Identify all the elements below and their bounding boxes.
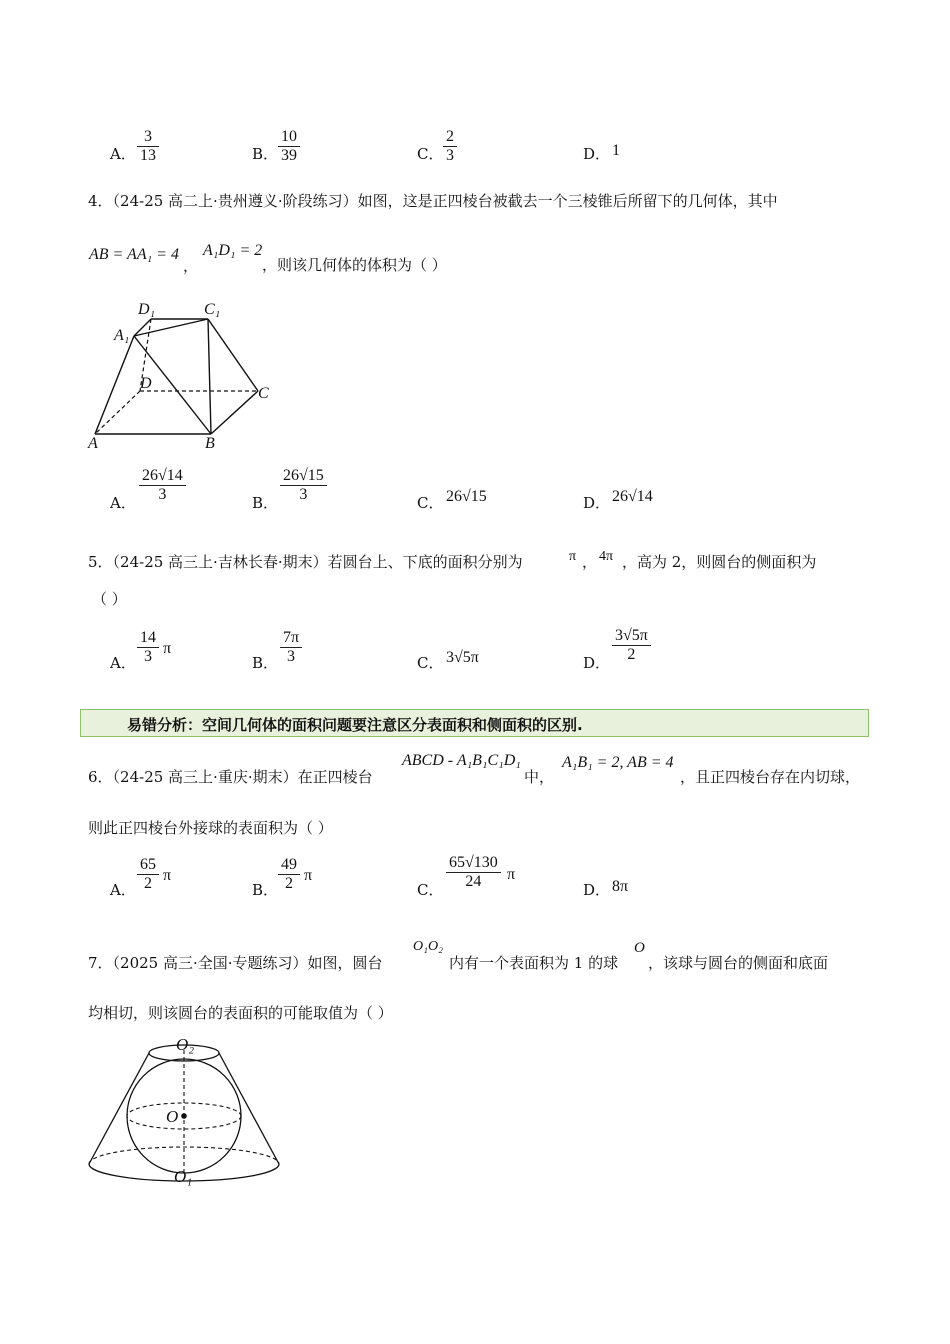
q6-option-a-num: 65	[137, 856, 159, 875]
q6-option-b-num: 49	[278, 856, 300, 875]
q5-stem-line1-b: ，高为 2，则圆台的侧面积为	[622, 553, 817, 571]
q3-option-b-fraction	[278, 128, 300, 165]
label-d1: D₁	[138, 301, 156, 318]
callout-text: 易错分析：空间几何体的面积问题要注意区分表面积和侧面积的区别.	[127, 716, 583, 734]
q6-option-d-label: D．	[583, 881, 611, 899]
label-c: C	[258, 385, 269, 402]
q5-pi-top: π	[569, 549, 577, 564]
q6-option-c-fraction	[446, 854, 501, 891]
left-slant	[89, 1053, 149, 1164]
q6-option-c-pi: π	[507, 866, 516, 883]
edge-aa1	[95, 336, 134, 434]
q3-option-c-num: 2	[443, 128, 457, 147]
q4-option-d-label: D．	[583, 494, 611, 512]
q6-option-a-pi: π	[163, 867, 172, 884]
q6-math-frustum: ABCD - A₁B₁C₁D₁	[402, 752, 521, 769]
q6-stem-a: 6．（24-25 高三上·重庆·期末）在正四棱台	[88, 768, 373, 786]
q4-stem-line1: 4．（24-25 高二上·贵州遵义·阶段练习）如图，这是正四棱台被截去一个三棱锥后所留下的几何体，其中	[88, 192, 778, 210]
q6-option-b-fraction	[278, 856, 300, 893]
q4-frustum-figure	[80, 292, 280, 458]
q5-option-b-label: B．	[252, 654, 279, 672]
q3-option-b-num: 10	[278, 128, 300, 147]
q3-option-a-den: 13	[140, 147, 156, 164]
q3-option-a-num: 3	[137, 128, 159, 147]
right-slant	[219, 1053, 279, 1164]
q4-option-b-label: B．	[252, 494, 279, 512]
q3-option-c-fraction	[443, 128, 457, 165]
q6-option-a-den: 2	[144, 875, 152, 892]
q4-option-b-fraction	[280, 467, 327, 504]
q7-stem-a: 7．（2025 高三·全国·专题练习）如图，圆台	[88, 954, 383, 972]
q3-option-c-den: 3	[446, 147, 454, 164]
q6-option-a-fraction	[137, 856, 159, 893]
center-point	[181, 1113, 187, 1119]
q5-option-b-num: 7π	[280, 629, 302, 648]
q4-math-a1d1: A₁D₁ = 2	[203, 242, 263, 259]
edge-a1c1	[134, 319, 208, 336]
label-d: D	[140, 375, 152, 392]
label-c1: C₁	[204, 301, 221, 318]
q6-option-b-label: B．	[252, 881, 279, 899]
label-a: A	[88, 435, 98, 452]
q4-option-c-value: 26√15	[446, 488, 487, 505]
edge-cb	[211, 391, 258, 434]
q5-option-b-fraction	[280, 629, 302, 666]
edge-c1b	[208, 319, 211, 434]
q3-option-b-label: B．	[252, 145, 279, 163]
label-o: O	[166, 1107, 179, 1126]
label-a1: A₁	[114, 327, 130, 344]
q7-math-o: O	[634, 940, 645, 956]
label-b: B	[205, 435, 215, 452]
q4-option-a-den: 3	[158, 486, 167, 503]
q4-option-a-label: A．	[110, 494, 136, 512]
q4-option-c-label: C．	[417, 494, 444, 512]
error-analysis-callout	[80, 709, 869, 737]
q4-option-a-num: 26√14	[139, 467, 186, 486]
q4-option-b-den: 3	[299, 486, 308, 503]
q4-math-ab-aa1: AB = AA₁ = 4	[89, 246, 179, 263]
q5-option-b-den: 3	[287, 648, 296, 665]
q5-option-d-label: D．	[583, 654, 611, 672]
q3-option-a-fraction	[137, 128, 159, 165]
q6-mid: 中，	[524, 768, 555, 786]
q7-stem-b: 内有一个表面积为 1 的球	[449, 954, 619, 972]
q5-option-a-label: A．	[110, 654, 136, 672]
q3-option-a-label: A．	[110, 145, 136, 163]
q5-option-c-value: 3√5π	[446, 649, 479, 666]
edge-da-hidden	[95, 391, 140, 434]
q6-option-d-value: 8π	[612, 878, 629, 895]
q3-option-d-label: D．	[583, 145, 611, 163]
q5-option-c-label: C．	[417, 654, 444, 672]
q5-option-a-fraction	[137, 629, 159, 666]
q5-option-d-den: 2	[627, 646, 636, 663]
q5-pi-bottom: 4π	[599, 549, 614, 564]
q6-option-c-num: 65√130	[446, 854, 501, 873]
label-o2: O₂	[176, 1035, 195, 1054]
q6-option-b-pi: π	[304, 867, 313, 884]
q3-option-b-den: 39	[281, 147, 297, 164]
q4-option-d-value: 26√14	[612, 488, 653, 505]
q7-frustum-sphere-figure	[82, 1030, 286, 1190]
q5-option-a-pi: π	[163, 640, 172, 657]
label-o1: O₁	[174, 1167, 193, 1186]
q4-option-b-num: 26√15	[280, 467, 327, 486]
q6-stem-line2: 则此正四棱台外接球的表面积为（ ）	[88, 819, 333, 837]
q5-option-a-num: 14	[137, 629, 159, 648]
q6-option-b-den: 2	[285, 875, 293, 892]
q7-stem-c: ，该球与圆台的侧面和底面	[648, 954, 829, 972]
q5-option-d-fraction	[612, 627, 651, 664]
q7-math-o1o2: O₁O₂	[413, 939, 443, 954]
q3-option-c-label: C．	[417, 145, 444, 163]
q6-option-a-label: A．	[110, 881, 136, 899]
q5-option-d-num: 3√5π	[612, 627, 651, 646]
q5-separator: ，	[582, 553, 598, 571]
q4-option-a-fraction	[139, 467, 186, 504]
q3-option-d-value: 1	[612, 142, 620, 159]
edge-c1c	[208, 319, 258, 391]
q5-stem-line1-a: 5．（24-25 高三上·吉林长春·期末）若圆台上、下底的面积分别为	[88, 553, 523, 571]
q6-option-c-label: C．	[417, 881, 444, 899]
q6-stem-b: ，且正四棱台存在内切球，	[680, 768, 861, 786]
q6-option-c-den: 24	[465, 873, 482, 890]
q4-comma: ，	[183, 257, 199, 275]
q6-math-lengths: A₁B₁ = 2, AB = 4	[562, 754, 674, 771]
q7-stem-line2: 均相切，则该圆台的表面积的可能取值为（ ）	[88, 1004, 393, 1022]
q5-stem-line2: （ ）	[92, 590, 127, 608]
q5-option-a-den: 3	[144, 648, 152, 665]
q4-stem-line2-tail: ，则该几何体的体积为（ ）	[262, 256, 447, 274]
